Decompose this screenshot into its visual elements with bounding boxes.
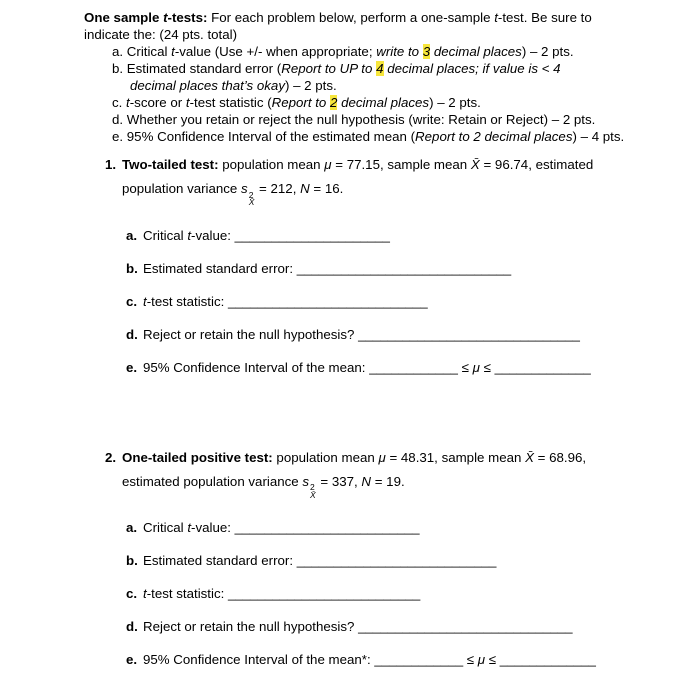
less-equal-symbol: ≤ [463, 652, 478, 667]
text-run: decimal places [337, 95, 430, 110]
requirements-list [112, 43, 664, 145]
text-run: -value (Use +/- when appropriate; [174, 44, 377, 59]
req-item-a [112, 43, 664, 60]
problem-1-body [122, 153, 664, 392]
text-run: population variance [122, 181, 242, 196]
t-symbol: t [187, 520, 192, 535]
text-run: c. [112, 95, 127, 110]
text-run: Reject or retain the null hypothesis? [143, 326, 359, 342]
text-run: decimal places [430, 44, 522, 59]
highlight-2-decimal: 2 [330, 95, 338, 110]
xbar-symbol: X̄ [470, 157, 480, 172]
text-run: -test statistic ( [189, 95, 272, 110]
answer-row-a [126, 227, 664, 244]
item-label: b. [126, 553, 138, 568]
intro-line-1 [84, 9, 664, 26]
subscript-xbar: X̄ [248, 197, 255, 207]
problem-1-title: Two-tailed test: [122, 157, 219, 172]
text-run: ) – 2 pts. [284, 78, 337, 93]
t-symbol: t [494, 10, 498, 25]
text-run: = 68.96, [533, 449, 587, 465]
highlight-3-decimal: 3 [422, 44, 431, 59]
s-squared-subscript [248, 189, 255, 207]
text-run: write to [376, 44, 423, 59]
answer-blank-critical-t[interactable]: _________________________ [234, 520, 420, 535]
text-run: -value: [191, 520, 235, 535]
text-run: -score or [129, 95, 186, 110]
answer-blank-hypothesis[interactable]: ______________________________ [358, 326, 580, 342]
text-run: = 48.31, sample mean [385, 449, 526, 465]
mu-symbol: μ [477, 652, 486, 667]
answer-blank-ci-upper[interactable]: _____________ [499, 652, 596, 667]
text-run: decimal places; if value is < 4 [383, 61, 561, 76]
text-run: Report to 2 decimal places [415, 129, 573, 144]
answer-row-b [126, 260, 664, 277]
req-item-c [112, 94, 664, 111]
text-run: 95% Confidence Interval of the mean*: [143, 652, 375, 667]
item-label: d. [126, 326, 138, 342]
intro-heading-t-italic: t [163, 10, 168, 25]
text-run: e. 95% Confidence Interval of the estimated mean ( [112, 129, 416, 144]
item-label: c. [126, 293, 138, 309]
problem-2-answers [126, 519, 664, 668]
superscript-2: 2 [310, 482, 315, 492]
item-label: a. [126, 520, 138, 535]
text-run: Critical [143, 520, 188, 535]
mu-symbol: μ [472, 359, 480, 375]
xbar-symbol: X̄ [525, 449, 534, 465]
answer-blank-ci-lower[interactable]: ____________ [374, 652, 464, 667]
text-run: -test. Be sure to [497, 10, 592, 25]
text-run: -test statistic: [146, 293, 228, 309]
text-run: = 96.74, estimated [479, 157, 594, 172]
item-label: a. [126, 227, 138, 243]
item-label: d. [126, 619, 138, 634]
text-run: a. Critical [112, 44, 172, 59]
mu-symbol: μ [378, 449, 386, 465]
req-item-d: d. Whether you retain or reject the null hypothesis (write: Retain or Reject) – 2 pts. [112, 112, 596, 127]
text-run: ) – 4 pts. [572, 129, 625, 144]
intro-heading-end: -tests: [167, 10, 208, 25]
answer-blank-standard-error[interactable]: ___________________________ [296, 553, 497, 568]
answer-row-c [126, 585, 664, 602]
t-symbol: t [185, 95, 190, 110]
text-run: Estimated standard error: [143, 260, 297, 276]
n-symbol: N [361, 473, 372, 489]
problem-1-number: 1. [105, 157, 117, 172]
text-run: Report to [271, 95, 331, 110]
less-equal-symbol: ≤ [479, 359, 495, 375]
less-equal-symbol: ≤ [485, 652, 500, 667]
superscript-2: 2 [248, 189, 254, 200]
problem-2-text-line1 [122, 446, 664, 470]
text-run: estimated population variance [122, 473, 303, 489]
subscript-xbar: X̄ [310, 489, 316, 500]
s-symbol: s [241, 181, 248, 196]
req-item-b-line1 [112, 60, 664, 77]
item-label: c. [126, 586, 138, 601]
less-equal-symbol: ≤ [457, 359, 473, 375]
req-item-e [112, 128, 664, 145]
s-squared-subscript [310, 484, 316, 499]
t-symbol: t [143, 293, 147, 309]
answer-blank-t-statistic[interactable]: __________________________ [227, 586, 421, 601]
intro-heading: One sample [84, 10, 164, 25]
text-run: b. Estimated standard error ( [112, 61, 282, 76]
problem-2-body [122, 446, 664, 685]
answer-row-d [126, 618, 664, 635]
text-run: = 77.15, sample mean [331, 157, 471, 172]
answer-blank-t-statistic[interactable]: ___________________________ [227, 293, 428, 309]
t-symbol: t [187, 227, 192, 243]
text-run: -value: [191, 227, 235, 243]
intro-line-2: indicate the: (24 pts. total) [84, 27, 237, 42]
answer-blank-ci-upper[interactable]: _____________ [494, 359, 591, 375]
text-run: Critical [143, 227, 188, 243]
item-label: b. [126, 260, 138, 276]
problem-2 [105, 446, 664, 685]
answer-row-d [126, 326, 664, 343]
t-symbol: t [171, 44, 175, 59]
t-symbol: t [126, 95, 130, 110]
answer-blank-critical-t[interactable]: _____________________ [234, 227, 390, 243]
problem-2-number: 2. [105, 449, 117, 465]
problem-1-text-line2 [122, 177, 664, 207]
highlight-4-decimal: 4 [376, 61, 384, 76]
problem-1 [105, 153, 664, 392]
text-run: decimal places that’s okay [130, 78, 285, 93]
answer-row-e [126, 359, 664, 376]
problem-1-answers [126, 227, 664, 376]
text-run: 95% Confidence Interval of the mean: [143, 359, 370, 375]
text-run: -test statistic: [146, 586, 228, 601]
mu-symbol: μ [324, 157, 332, 172]
answer-row-e [126, 651, 664, 668]
t-symbol: t [143, 586, 147, 601]
item-label: e. [126, 359, 138, 375]
text-run: = 19. [371, 473, 405, 489]
text-run: population mean [218, 157, 325, 172]
text-run: Reject or retain the null hypothesis? [143, 619, 359, 634]
s-symbol: s [302, 473, 310, 489]
problem-2-text-line2 [122, 470, 664, 500]
answer-row-b [126, 552, 664, 569]
answer-blank-ci-lower[interactable]: ____________ [369, 359, 458, 375]
text-run: ) – 2 pts. [429, 95, 481, 110]
text-run: = 16. [309, 181, 344, 196]
problem-2-title: One-tailed positive test: [122, 449, 273, 465]
answer-row-c [126, 293, 664, 310]
text-run: For each problem below, perform a one-sample [207, 10, 495, 25]
problem-1-text-line1 [122, 153, 664, 177]
text-run: = 337, [316, 473, 362, 489]
answer-row-a [126, 519, 664, 536]
answer-blank-hypothesis[interactable]: _____________________________ [358, 619, 573, 634]
n-symbol: N [300, 181, 310, 196]
text-run: Estimated standard error: [143, 553, 297, 568]
req-item-b-line2 [112, 77, 664, 94]
text-run: population mean [272, 449, 379, 465]
answer-blank-standard-error[interactable]: _____________________________ [296, 260, 512, 276]
item-label: e. [126, 652, 138, 667]
text-run: Report to UP to [281, 61, 377, 76]
text-run: ) – 2 pts. [521, 44, 574, 59]
text-run: = 212, [255, 181, 301, 196]
